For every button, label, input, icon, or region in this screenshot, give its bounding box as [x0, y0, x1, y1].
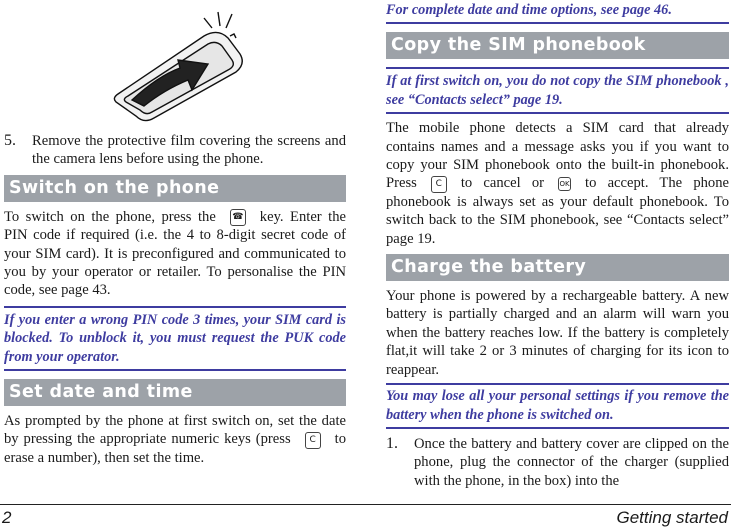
- section-heading-date-time: Set date and time: [4, 379, 346, 406]
- section-heading-copy-sim: Copy the SIM phonebook: [386, 32, 729, 59]
- copy-sim-body: [386, 119, 729, 248]
- step-1: [386, 435, 729, 490]
- copy-sim-note: If at first switch on, you do not copy the SIM phonebook , see “Contacts select” page 19.: [386, 72, 729, 114]
- chapter-title: Getting started: [616, 508, 728, 527]
- date-time-options-note: For complete date and time options, see page 46.: [386, 1, 729, 24]
- body-text: To switch on the phone, press the: [4, 208, 216, 225]
- power-key-icon: ☎: [230, 209, 246, 226]
- body-text: As prompted by the phone at first switch on, set the date by pressing the appropriate numeric keys (press: [4, 413, 346, 448]
- step-number: 1.: [386, 434, 398, 452]
- section-heading-switch-on: Switch on the phone: [4, 175, 346, 202]
- left-column: [4, 0, 346, 467]
- battery-warning-note: You may lose all your personal settings if you remove the battery when the phone is switched on.: [386, 387, 729, 429]
- ok-key-icon: OK: [558, 177, 571, 191]
- right-column: [386, 0, 729, 490]
- body-text: to accept. The phone phonebook is always set as your default phonebook. To switch back to the SIM phonebook, see “Contacts select” page 19.: [386, 175, 729, 247]
- body-text: to cancel or: [460, 175, 545, 192]
- clear-key-icon: C: [431, 176, 447, 193]
- switch-on-body: [4, 208, 346, 300]
- charge-body: Your phone is powered by a rechargeable battery. A new battery is partially charged and an alarm will warn you when the battery reaches low. If the battery is completely flat,it will take 2 or 3 minutes of charging for its icon to reappear.: [386, 288, 729, 378]
- body-text: key. Enter the PIN code if required (i.e. the 4 to 8-digit secret code of your SIM card). It is preconfigured and communicated to you by your operator or retailer. To personalise the PIN code, see page 43.: [4, 208, 346, 299]
- body-text: The mobile phone detects a SIM card that already contains names and a message asks you if you want to copy your SIM phonebook onto the built-in phonebook. Press: [386, 120, 729, 192]
- pin-warning-note: If you enter a wrong PIN code 3 times, your SIM card is blocked. To unblock it, you must request the PUK code from your operator.: [4, 311, 346, 371]
- body-text: to erase a number), then set the time.: [4, 431, 346, 466]
- step-text: Once the battery and battery cover are clipped on the phone, plug the connector of the charger (supplied with the phone, in the box) into the: [414, 435, 729, 489]
- date-time-body: [4, 412, 346, 467]
- step-5: [4, 132, 346, 169]
- footer-divider: [0, 504, 731, 505]
- page-number: 2: [2, 508, 12, 527]
- section-heading-charge: Charge the battery: [386, 254, 729, 281]
- step-text: Remove the protective film covering the screens and the camera lens before using the phone.: [32, 133, 346, 168]
- clear-key-icon: C: [305, 432, 321, 449]
- step-number: 5.: [4, 132, 16, 149]
